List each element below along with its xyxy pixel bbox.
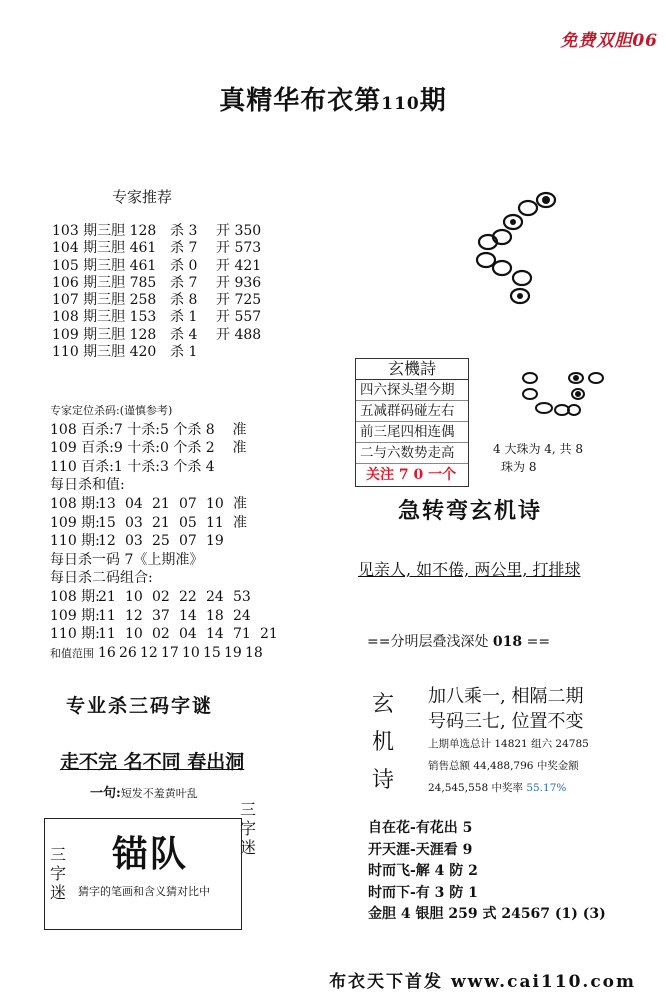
daily-one-code: 每日杀一码 7《上期准》 xyxy=(50,551,204,568)
num: 10 xyxy=(125,588,143,605)
sum-kill-row xyxy=(50,514,350,533)
expert-open: 开 421 xyxy=(216,257,262,274)
position-kill-row: 108 百杀:7 十杀:5 个杀 8 准 xyxy=(50,421,247,438)
turn-poem-heading: 急转弯玄机诗 xyxy=(398,498,543,524)
num: 25 xyxy=(152,533,170,550)
num: 21 xyxy=(152,495,170,512)
num: 15 xyxy=(98,514,116,531)
num: 71 xyxy=(233,626,251,643)
expert-open: 开 725 xyxy=(216,292,262,309)
stat-line2 xyxy=(428,755,589,777)
row-label: 110 期: xyxy=(50,626,100,643)
num: 12 xyxy=(125,607,143,624)
prize-value: 24,545,558 xyxy=(428,782,489,794)
expert-row xyxy=(52,292,261,309)
footer-source: 布衣天下首发 www.cai110.com xyxy=(329,972,636,992)
sales-value: 44,488,796 xyxy=(473,760,534,772)
poem-line: 五减群码碰左右 xyxy=(356,401,468,422)
expert-issue: 109 期三胆 128 xyxy=(52,326,157,343)
hint-line: 金胆 4 银胆 259 式 24567 (1) (3) xyxy=(368,906,606,922)
num: 16 xyxy=(98,644,116,661)
num: 10 xyxy=(182,644,200,661)
sum-kill-row xyxy=(50,532,350,551)
xuanji-lines xyxy=(428,684,583,734)
three-riddle-side-left: 三字迷 xyxy=(50,845,67,902)
num: 21 xyxy=(260,626,278,643)
one-line-text: 短发不羞黄叶乱 xyxy=(120,787,198,800)
expert-row xyxy=(52,344,261,361)
three-riddle-big: 锚队 xyxy=(112,833,189,875)
beads-drawing-bottom xyxy=(518,370,608,430)
num: 14 xyxy=(179,607,197,624)
hint-line: 时而飞-解 4 防 2 xyxy=(368,863,478,879)
num: 11 xyxy=(206,514,224,531)
poem-line: 四六探头望今期 xyxy=(356,380,468,401)
num: 19 xyxy=(206,533,224,550)
layer-tail: == xyxy=(526,634,551,650)
row-label: 109 期: xyxy=(50,607,100,624)
position-kill-heading xyxy=(50,402,350,421)
position-kill-title: 专家定位杀码: xyxy=(50,404,120,417)
num: 12 xyxy=(98,533,116,550)
sum-kill-heading: 每日杀和值: xyxy=(50,477,125,494)
title-suffix: 期 xyxy=(419,86,447,116)
beads-caption-line2: 珠为 8 xyxy=(501,460,537,474)
num: 26 xyxy=(119,644,137,661)
range-label: 和值范围 xyxy=(50,646,94,660)
two-combo-row xyxy=(50,625,350,644)
row-label: 109 期: xyxy=(50,514,100,531)
num: 准 xyxy=(233,514,247,531)
poem-line: 二与六数势走高 xyxy=(356,443,468,464)
riddle-kill-heading: 专业杀三码字谜 xyxy=(66,695,214,717)
expert-row xyxy=(52,240,261,257)
one-line-riddle xyxy=(90,782,198,801)
two-combo-row xyxy=(50,607,350,626)
expert-heading: 专家推荐 xyxy=(112,188,173,206)
num: 14 xyxy=(206,626,224,643)
expert-kill: 杀 1 xyxy=(170,344,198,361)
layer-line xyxy=(367,631,550,651)
num: 19 xyxy=(224,644,242,661)
expert-kill: 杀 7 xyxy=(170,240,198,257)
num: 03 xyxy=(125,514,143,531)
expert-row xyxy=(52,275,261,292)
expert-open: 开 488 xyxy=(216,326,262,343)
num: 53 xyxy=(233,588,251,605)
expert-issue: 106 期三胆 785 xyxy=(52,274,157,291)
expert-kill: 杀 1 xyxy=(170,309,198,326)
two-combo-row xyxy=(50,588,350,607)
sum-kill-row xyxy=(50,495,350,514)
num: 04 xyxy=(179,626,197,643)
num: 07 xyxy=(179,533,197,550)
xuanji-side-char: 玄 xyxy=(371,692,394,717)
sales-label: 销售总额 xyxy=(428,760,470,772)
two-combo-heading: 每日杀二码组合: xyxy=(50,570,153,587)
row-label: 110 期: xyxy=(50,533,100,550)
turn-poem-line: 见亲人, 如不倦, 两公里, 打排球 xyxy=(358,560,581,579)
expert-open: 开 350 xyxy=(216,223,262,239)
num: 17 xyxy=(161,644,179,661)
num: 10 xyxy=(125,626,143,643)
xuanji-line2: 号码三七, 位置不变 xyxy=(428,711,584,732)
num: 03 xyxy=(125,533,143,550)
stat-line3 xyxy=(428,777,589,799)
num: 18 xyxy=(206,607,224,624)
position-kill-row: 109 百杀:9 十杀:0 个杀 2 准 xyxy=(50,440,247,457)
expert-row xyxy=(52,327,261,344)
expert-issue: 110 期三胆 420 xyxy=(52,344,157,361)
expert-row xyxy=(52,223,261,240)
hint-line: 时而下-有 3 防 1 xyxy=(368,884,478,901)
num: 21 xyxy=(152,514,170,531)
poem-heading: 玄機詩 xyxy=(356,359,468,380)
prize-label: 中奖金额 xyxy=(536,760,579,772)
num: 24 xyxy=(233,607,251,624)
rate-label: 中奖率 xyxy=(491,782,523,794)
expert-row xyxy=(52,309,261,326)
expert-table xyxy=(52,223,261,361)
one-line-label: 一句: xyxy=(90,786,121,801)
num: 02 xyxy=(152,626,170,643)
hint-line: 开天涯-天涯看 9 xyxy=(368,841,473,858)
poem-line: 前三尾四相连偶 xyxy=(356,422,468,443)
hints xyxy=(368,818,606,926)
num: 07 xyxy=(179,495,197,512)
riddle-kill-text: 走不完 名不同 春出洞 xyxy=(60,751,245,773)
expert-kill: 杀 4 xyxy=(170,326,198,343)
num: 10 xyxy=(206,495,224,512)
expert-open: 开 557 xyxy=(216,309,262,326)
xuanji-stats xyxy=(428,733,589,799)
num: 18 xyxy=(245,644,263,661)
page-title xyxy=(0,80,666,117)
xuanji-side-char: 诗 xyxy=(371,768,394,793)
num: 11 xyxy=(98,607,116,624)
num: 21 xyxy=(98,588,116,605)
num: 15 xyxy=(203,644,221,661)
rate-value: 55.17% xyxy=(526,782,567,794)
three-riddle-side-right: 三字迷 xyxy=(240,800,257,857)
expert-kill: 杀 3 xyxy=(170,223,198,239)
num: 11 xyxy=(98,626,116,643)
num: 05 xyxy=(179,514,197,531)
row-label: 108 期: xyxy=(50,495,100,512)
poem-focus: 关注 7 0 一个 xyxy=(366,467,457,483)
left-list xyxy=(50,402,350,662)
xuanji-side-char: 机 xyxy=(371,730,394,755)
title-issue: 110 xyxy=(381,94,420,114)
corner-tag: 免费双胆06 xyxy=(560,31,658,51)
num: 13 xyxy=(98,495,116,512)
expert-kill: 杀 8 xyxy=(170,292,198,309)
num: 02 xyxy=(152,588,170,605)
beads-caption xyxy=(493,440,583,476)
expert-issue: 104 期三胆 461 xyxy=(52,240,157,257)
expert-kill: 杀 7 xyxy=(170,274,198,291)
expert-issue: 105 期三胆 461 xyxy=(52,257,157,274)
stat-line1: 上期单选总计 14821 组六 24785 xyxy=(428,738,589,750)
layer-num: 018 xyxy=(492,634,523,650)
layer-text: ==分明层叠浅深处 xyxy=(367,634,489,650)
title-main: 真精华布衣第 xyxy=(219,86,382,116)
num: 24 xyxy=(206,588,224,605)
row-label: 108 期: xyxy=(50,588,100,605)
beads-caption-line1: 4 大珠为 4, 共 8 xyxy=(493,442,583,456)
num: 12 xyxy=(140,644,158,661)
range-row xyxy=(50,644,350,663)
expert-row xyxy=(52,258,261,275)
expert-open: 开 936 xyxy=(216,274,262,291)
xuanji-line1: 加八乘一, 相隔二期 xyxy=(428,686,584,707)
num: 22 xyxy=(179,588,197,605)
expert-issue: 103 期三胆 128 xyxy=(52,223,157,239)
xuanji-side xyxy=(370,686,396,800)
num: 准 xyxy=(233,495,247,512)
expert-open: 开 573 xyxy=(216,240,262,257)
expert-kill: 杀 0 xyxy=(170,257,198,274)
position-kill-row: 110 百杀:1 十杀:3 个杀 4 xyxy=(50,458,215,475)
beads-drawing-top xyxy=(468,182,578,322)
position-kill-note: (谨慎参考) xyxy=(119,404,173,417)
expert-issue: 108 期三胆 153 xyxy=(52,309,157,326)
expert-issue: 107 期三胆 258 xyxy=(52,292,157,309)
xuanji-poem-box xyxy=(355,358,469,487)
three-riddle-desc: 猜字的笔画和含义猜对比中 xyxy=(78,885,210,898)
num: 37 xyxy=(152,607,170,624)
hint-line: 自在花-有花出 5 xyxy=(368,820,473,836)
num: 04 xyxy=(125,495,143,512)
